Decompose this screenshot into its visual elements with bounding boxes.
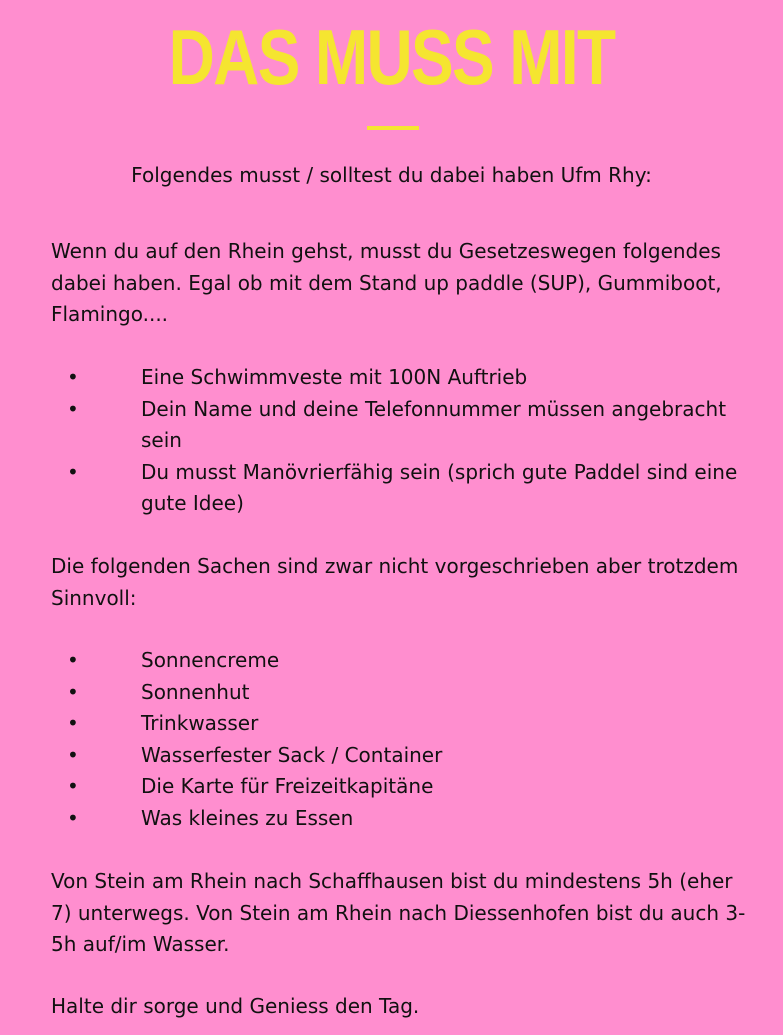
title-divider	[367, 126, 419, 130]
bullet-icon: •	[67, 711, 79, 735]
list-item	[51, 457, 751, 520]
list-item-text: Sonnenhut	[141, 679, 250, 704]
page-title: DAS MUSS MIT	[168, 13, 615, 101]
list-item-text: Wasserfester Sack / Container	[141, 742, 443, 767]
bullet-icon: •	[67, 742, 79, 767]
list-item	[51, 740, 751, 772]
bullet-icon: •	[67, 396, 79, 421]
closing-text: Halte dir sorge und Geniess den Tag.	[51, 994, 420, 1018]
list-item-text: Eine Schwimmveste mit 100N Auftrieb	[141, 365, 528, 389]
required-paragraph: Wenn du auf den Rhein gehst, musst du Gesetzeswegen folgendes dabei haben. Egal ob mit dem Stand up paddle (SUP), Gummiboot, Flamingo....	[51, 239, 722, 326]
list-item	[51, 803, 751, 835]
list-item	[51, 677, 751, 709]
bullet-icon: •	[67, 679, 79, 704]
list-item-text: Die Karte für Freizeitkapitäne	[141, 774, 434, 798]
bullet-icon: •	[67, 459, 79, 484]
bullet-icon: •	[67, 774, 79, 798]
list-item	[51, 394, 751, 457]
bullet-icon: •	[67, 365, 79, 389]
optional-paragraph: Die folgenden Sachen sind zwar nicht vorgeschrieben aber trotzdem Sinnvoll:	[51, 554, 739, 610]
required-list	[51, 362, 751, 520]
list-item	[51, 771, 751, 803]
list-item-text: Dein Name und deine Telefonnummer müssen angebracht sein	[141, 396, 727, 452]
list-item	[51, 645, 751, 677]
list-item-text: Was kleines zu Essen	[141, 805, 354, 830]
bullet-icon: •	[67, 648, 79, 672]
bullet-icon: •	[67, 805, 79, 830]
list-item	[51, 708, 751, 740]
list-item-text: Trinkwasser	[141, 711, 259, 735]
list-item-text: Du musst Manövrierfähig sein (sprich gute Paddel sind eine gute Idee)	[141, 459, 738, 515]
list-item	[51, 362, 751, 394]
intro-text: Folgendes musst / solltest du dabei haben Ufm Rhy:	[131, 163, 652, 187]
duration-paragraph: Von Stein am Rhein nach Schaffhausen bist du mindestens 5h (eher 7) unterwegs. Von Stein am Rhein nach Diessenhofen bist du auch 3-5h auf/im Wasser.	[51, 869, 746, 956]
list-item-text: Sonnencreme	[141, 648, 280, 672]
optional-list	[51, 645, 751, 834]
